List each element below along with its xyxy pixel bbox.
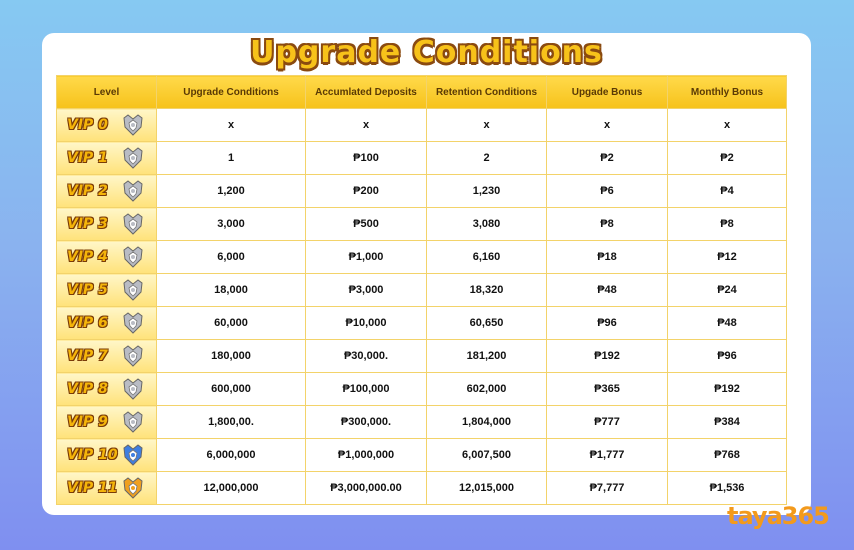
upgrade-conditions-cell: x xyxy=(157,109,306,142)
vip-level-label: VIP 10 xyxy=(67,447,118,463)
accumulated-deposits-cell: ₱1,000,000 xyxy=(306,439,427,472)
level-cell xyxy=(57,373,157,406)
level-cell xyxy=(57,142,157,175)
vip-level-label: VIP 1 xyxy=(67,150,108,166)
retention-conditions-cell: 18,320 xyxy=(427,274,547,307)
rank-badge-icon xyxy=(120,244,146,270)
level-cell xyxy=(57,406,157,439)
monthly-bonus-cell: ₱48 xyxy=(668,307,787,340)
retention-conditions-cell: x xyxy=(427,109,547,142)
rank-badge-icon xyxy=(120,475,146,501)
upgrade-bonus-cell: ₱6 xyxy=(547,175,668,208)
table-row xyxy=(57,307,787,340)
level-cell xyxy=(57,439,157,472)
rank-badge-icon xyxy=(120,442,146,468)
rank-badge-icon xyxy=(120,145,146,171)
monthly-bonus-cell: ₱192 xyxy=(668,373,787,406)
upgrade-bonus-cell: ₱1,777 xyxy=(547,439,668,472)
upgrade-conditions-cell: 180,000 xyxy=(157,340,306,373)
monthly-bonus-cell: ₱24 xyxy=(668,274,787,307)
table-header-row xyxy=(57,76,787,109)
upgrade-bonus-cell: ₱7,777 xyxy=(547,472,668,505)
accumulated-deposits-cell: ₱3,000 xyxy=(306,274,427,307)
monthly-bonus-cell: ₱2 xyxy=(668,142,787,175)
table-row xyxy=(57,241,787,274)
vip-level-label: VIP 4 xyxy=(67,249,108,265)
retention-conditions-cell: 1,230 xyxy=(427,175,547,208)
monthly-bonus-cell: ₱8 xyxy=(668,208,787,241)
accumulated-deposits-cell: ₱300,000. xyxy=(306,406,427,439)
retention-conditions-cell: 6,160 xyxy=(427,241,547,274)
retention-conditions-cell: 2 xyxy=(427,142,547,175)
vip-level-label: VIP 7 xyxy=(67,348,108,364)
rank-badge-icon xyxy=(120,376,146,402)
accumulated-deposits-cell: ₱3,000,000.00 xyxy=(306,472,427,505)
col-header-upgrade-bonus: Upgade Bonus xyxy=(547,76,668,109)
level-cell xyxy=(57,307,157,340)
rank-badge-icon xyxy=(120,310,146,336)
retention-conditions-cell: 3,080 xyxy=(427,208,547,241)
upgrade-conditions-cell: 12,000,000 xyxy=(157,472,306,505)
page-title: Upgrade Conditions xyxy=(250,35,603,70)
level-cell xyxy=(57,109,157,142)
upgrade-bonus-cell: ₱2 xyxy=(547,142,668,175)
col-header-upgrade-conditions: Upgrade Conditions xyxy=(157,76,306,109)
vip-level-label: VIP 8 xyxy=(67,381,108,397)
upgrade-conditions-cell: 6,000,000 xyxy=(157,439,306,472)
table-row xyxy=(57,439,787,472)
accumulated-deposits-cell: ₱100,000 xyxy=(306,373,427,406)
retention-conditions-cell: 12,015,000 xyxy=(427,472,547,505)
col-header-level: Level xyxy=(57,76,157,109)
upgrade-bonus-cell: x xyxy=(547,109,668,142)
vip-level-label: VIP 5 xyxy=(67,282,108,298)
upgrade-bonus-cell: ₱8 xyxy=(547,208,668,241)
level-cell xyxy=(57,175,157,208)
rank-badge-icon xyxy=(120,277,146,303)
vip-table xyxy=(56,75,787,505)
vip-level-label: VIP 9 xyxy=(67,414,108,430)
retention-conditions-cell: 1,804,000 xyxy=(427,406,547,439)
level-cell xyxy=(57,241,157,274)
col-header-accumulated-deposits: Accumlated Deposits xyxy=(306,76,427,109)
table-row xyxy=(57,472,787,505)
monthly-bonus-cell: ₱768 xyxy=(668,439,787,472)
table-row xyxy=(57,274,787,307)
upgrade-conditions-cell: 18,000 xyxy=(157,274,306,307)
monthly-bonus-cell: x xyxy=(668,109,787,142)
table-row xyxy=(57,175,787,208)
monthly-bonus-cell: ₱96 xyxy=(668,340,787,373)
upgrade-conditions-cell: 3,000 xyxy=(157,208,306,241)
accumulated-deposits-cell: ₱30,000. xyxy=(306,340,427,373)
table-row xyxy=(57,142,787,175)
upgrade-conditions-card xyxy=(42,33,811,515)
rank-badge-icon xyxy=(120,178,146,204)
upgrade-conditions-cell: 60,000 xyxy=(157,307,306,340)
upgrade-conditions-cell: 1 xyxy=(157,142,306,175)
upgrade-conditions-cell: 1,800,00. xyxy=(157,406,306,439)
level-cell xyxy=(57,274,157,307)
table-row xyxy=(57,406,787,439)
vip-level-label: VIP 6 xyxy=(67,315,108,331)
retention-conditions-cell: 6,007,500 xyxy=(427,439,547,472)
brand-logo: taya365 xyxy=(727,502,829,530)
col-header-retention-conditions: Retention Conditions xyxy=(427,76,547,109)
accumulated-deposits-cell: ₱100 xyxy=(306,142,427,175)
level-cell xyxy=(57,340,157,373)
upgrade-bonus-cell: ₱777 xyxy=(547,406,668,439)
level-cell xyxy=(57,208,157,241)
monthly-bonus-cell: ₱4 xyxy=(668,175,787,208)
upgrade-bonus-cell: ₱48 xyxy=(547,274,668,307)
table-row xyxy=(57,373,787,406)
table-row xyxy=(57,340,787,373)
upgrade-bonus-cell: ₱192 xyxy=(547,340,668,373)
retention-conditions-cell: 602,000 xyxy=(427,373,547,406)
accumulated-deposits-cell: x xyxy=(306,109,427,142)
upgrade-conditions-cell: 1,200 xyxy=(157,175,306,208)
monthly-bonus-cell: ₱1,536 xyxy=(668,472,787,505)
table-row xyxy=(57,109,787,142)
rank-badge-icon xyxy=(120,211,146,237)
upgrade-bonus-cell: ₱365 xyxy=(547,373,668,406)
accumulated-deposits-cell: ₱1,000 xyxy=(306,241,427,274)
monthly-bonus-cell: ₱384 xyxy=(668,406,787,439)
vip-level-label: VIP 0 xyxy=(67,117,108,133)
upgrade-conditions-cell: 6,000 xyxy=(157,241,306,274)
accumulated-deposits-cell: ₱500 xyxy=(306,208,427,241)
retention-conditions-cell: 60,650 xyxy=(427,307,547,340)
retention-conditions-cell: 181,200 xyxy=(427,340,547,373)
vip-level-label: VIP 3 xyxy=(67,216,108,232)
vip-level-label: VIP 11 xyxy=(67,480,118,496)
upgrade-bonus-cell: ₱96 xyxy=(547,307,668,340)
accumulated-deposits-cell: ₱10,000 xyxy=(306,307,427,340)
rank-badge-icon xyxy=(120,409,146,435)
upgrade-bonus-cell: ₱18 xyxy=(547,241,668,274)
col-header-monthly-bonus: Monthly Bonus xyxy=(668,76,787,109)
vip-level-label: VIP 2 xyxy=(67,183,108,199)
rank-badge-icon xyxy=(120,112,146,138)
accumulated-deposits-cell: ₱200 xyxy=(306,175,427,208)
monthly-bonus-cell: ₱12 xyxy=(668,241,787,274)
level-cell xyxy=(57,472,157,505)
table-row xyxy=(57,208,787,241)
upgrade-conditions-cell: 600,000 xyxy=(157,373,306,406)
rank-badge-icon xyxy=(120,343,146,369)
